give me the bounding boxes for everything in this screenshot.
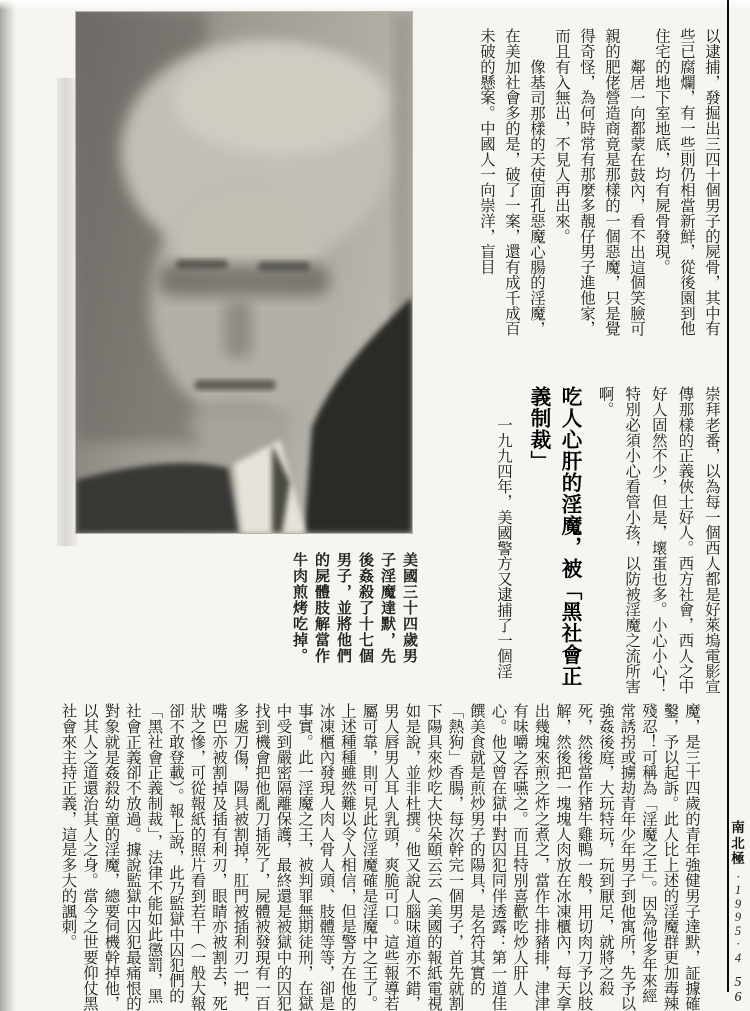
paragraph: 一九九四年，美國警方又逮捕了一個淫 xyxy=(495,416,512,679)
photo-caption: 美國三十四歲男子淫魔達默，先後姦殺了十七個男子，並將他們的屍體肢解當作牛肉煎烤吃掉。 xyxy=(291,552,417,664)
paragraph: 崇拜老番，以為每一個西人都是好萊塢電影宣傳那樣的正義俠士好人。西方社會，西人之中好人固然不少，但是，壞蛋也多。小心小心！特別必須小心看管小孩，以防被淫魔之流所害啊。 xyxy=(596,386,720,694)
article-lower-text xyxy=(14,703,702,1011)
portrait-photo xyxy=(76,12,412,533)
article-heading: 吃人心肝的淫魔，被「黑社會正義制裁」 xyxy=(527,386,580,687)
page-margin xyxy=(726,820,750,1005)
paragraph: 魔，是三十四歲的青年強健男子達默，証據確鑿，予以起訴。此人比上述的淫魔群更加毒辣殘忍！可稱為「淫魔之王」。因為他多年來經常誘拐或擄劫青年少年男子到他寓所，先予以強姦後庭，大玩特玩，玩到厭足，就將之殺死，然後當作豬牛雞鴨一般，用切肉刀予以肢解，然後把一塊塊人肉放在冰凍櫃內，每天拿出幾塊來煎之炸之煮之，當作牛排豬排，津津有味嚼之吞嚥之。而且特別喜歡吃炒人肝人心。他又曾在獄中對囚犯同伴透露：第一道佳饌美食就是煎炒男子的陽具，是名符其實的「熱狗」香腸，每次幹完一個男子，首先就割下陽具來炒吃大快朵頤云云（美國的報紙電視如是說，並非杜撰。他又說人腦味道亦不錯，男人唇男人耳人乳頭，爽脆可口。這些報導若屬可靠，則可見此位淫魔確是淫魔中之王了。上述種種雖然難以令人相信，但是警方在他的冰凍櫃內發現人肉人骨人頭、肢體等等，卻是事實。此一淫魔之王，被判罪無期徒刑，在獄中受到嚴密隔離保護，最終還是被獄中的囚犯找到機會把他亂刀插死了，屍體被發現有一百多處刀傷，陽具被割掉，肛門被插利刃一把，嘴巴亦被割掉及插有利刃，眼睛亦被割去，死狀之慘，可從報紙的照片看到若干（一般大報卻不敢登載）。報上說，此乃監獄中囚犯們的「黑社會正義制裁」，法律不能如此懲罰，黑社會正義卻不放過。據說監獄中囚犯最痛恨的對象就是姦殺幼童的淫魔，總要伺機幹掉他，以其人之道還治其人之身。當今之世要仰仗黑社會來主持正義，這是多大的諷刺。 xyxy=(59,703,700,1011)
page-number: 5 6 xyxy=(734,975,742,1005)
mouth xyxy=(194,380,276,390)
left-eyebrow xyxy=(176,260,228,269)
article-intro-column xyxy=(488,386,518,698)
portrait-photo-art xyxy=(76,12,412,533)
article-upper-text xyxy=(472,28,724,340)
issue-info: · 1 9 9 5 · 4 xyxy=(734,869,742,965)
paragraph: 像基司那樣的天使面孔惡魔心腸的淫魔，在美加社會多的是，破了一案，還有成千成百未破的懸案。中國人一向崇洋，盲目 xyxy=(478,28,545,336)
page-top-fade xyxy=(0,0,750,10)
magazine-name: 南 北 極 xyxy=(731,820,745,866)
hair-highlight xyxy=(173,45,389,155)
scan-gutter-shadow xyxy=(57,78,77,546)
paragraph: 鄰居一向都蒙在鼓內，看不出這個笑臉可親的肥佬營造商竟是那樣的一個惡魔，只是覺得奇怪，為何時常有那麼多靚仔男子進他家，而且有入無出，不見人再出來。 xyxy=(553,28,645,336)
article-middle-text xyxy=(590,386,724,696)
nose-shadow xyxy=(224,300,252,358)
paragraph: 以逮捕，發掘出三四十個男子的屍骨，其中有些已腐爛，有一些則仍相當新鮮，從後園到他住宅的地下室地底，均有屍骨發現。 xyxy=(653,28,720,336)
right-eyebrow xyxy=(258,262,310,271)
